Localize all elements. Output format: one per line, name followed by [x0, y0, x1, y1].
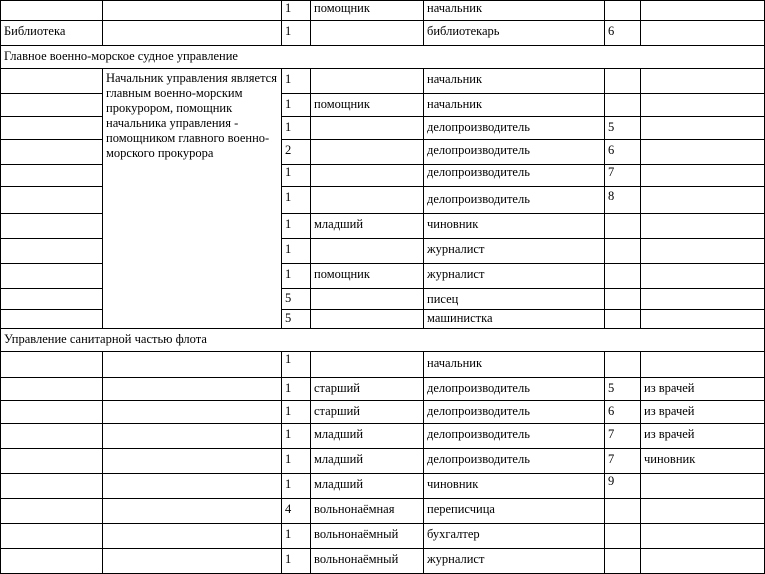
- quantity-cell: 1: [282, 165, 311, 187]
- quantity-cell: 1: [282, 264, 311, 289]
- position-cell: начальник: [424, 94, 605, 117]
- note-cell: [641, 187, 765, 214]
- class-cell: 5: [605, 378, 641, 401]
- position-cell: начальник: [424, 352, 605, 378]
- class-cell: 9: [605, 474, 641, 499]
- position-cell: журналист: [424, 549, 605, 574]
- class-cell: 8: [605, 187, 641, 214]
- note-cell: [641, 94, 765, 117]
- note-cell: из врачей: [641, 424, 765, 449]
- class-cell: [605, 94, 641, 117]
- rank-cell: [311, 187, 424, 214]
- rank-cell: [311, 165, 424, 187]
- position-cell: бухгалтер: [424, 524, 605, 549]
- quantity-cell: 4: [282, 499, 311, 524]
- quantity-cell: 1: [282, 21, 311, 46]
- note-cell: [641, 214, 765, 239]
- class-cell: 7: [605, 424, 641, 449]
- rank-cell: [311, 289, 424, 310]
- note-cell: [641, 549, 765, 574]
- rank-cell: [311, 310, 424, 329]
- quantity-cell: 1: [282, 187, 311, 214]
- note-cell: [641, 69, 765, 94]
- section-header-row: [1, 329, 765, 352]
- position-cell: начальник: [424, 69, 605, 94]
- section-remark: Начальник управления является главным военно-морским прокурором, помощник начальника управления - помощником главного военно-морского прокурора: [103, 69, 282, 329]
- rank-cell: старший: [311, 401, 424, 424]
- position-cell: делопроизводитель: [424, 165, 605, 187]
- class-cell: [605, 264, 641, 289]
- position-cell: журналист: [424, 264, 605, 289]
- note-cell: из врачей: [641, 401, 765, 424]
- rank-cell: [311, 117, 424, 140]
- unit-cell: [1, 1, 103, 21]
- rank-cell: младший: [311, 474, 424, 499]
- note-cell: [641, 474, 765, 499]
- note-cell: [641, 310, 765, 329]
- rank-cell: помощник: [311, 264, 424, 289]
- class-cell: [605, 214, 641, 239]
- class-cell: 6: [605, 401, 641, 424]
- quantity-cell: 1: [282, 94, 311, 117]
- note-cell: [641, 524, 765, 549]
- class-cell: [605, 1, 641, 21]
- class-cell: [605, 524, 641, 549]
- note-cell: [641, 140, 765, 165]
- rank-cell: помощник: [311, 94, 424, 117]
- quantity-cell: 1: [282, 378, 311, 401]
- position-cell: начальник: [424, 1, 605, 21]
- note-cell: [641, 239, 765, 264]
- table-row: [1, 474, 765, 499]
- position-cell: журналист: [424, 239, 605, 264]
- rank-cell: вольнонаёмный: [311, 524, 424, 549]
- note-cell: [641, 21, 765, 46]
- position-cell: машинистка: [424, 310, 605, 329]
- class-cell: 7: [605, 165, 641, 187]
- table-row: [1, 449, 765, 474]
- class-cell: [605, 289, 641, 310]
- rank-cell: младший: [311, 214, 424, 239]
- position-cell: делопроизводитель: [424, 449, 605, 474]
- position-cell: делопроизводитель: [424, 424, 605, 449]
- quantity-cell: 1: [282, 401, 311, 424]
- rank-cell: [311, 352, 424, 378]
- unit-cell: Библиотека: [1, 21, 103, 46]
- class-cell: [605, 549, 641, 574]
- class-cell: 5: [605, 117, 641, 140]
- class-cell: 6: [605, 140, 641, 165]
- section-title: Управление санитарной частью флота: [1, 329, 765, 352]
- table-row: [1, 424, 765, 449]
- rank-cell: [311, 69, 424, 94]
- position-cell: переписчица: [424, 499, 605, 524]
- position-cell: чиновник: [424, 474, 605, 499]
- class-cell: 7: [605, 449, 641, 474]
- position-cell: делопроизводитель: [424, 401, 605, 424]
- class-cell: [605, 239, 641, 264]
- rank-cell: [311, 140, 424, 165]
- position-cell: делопроизводитель: [424, 117, 605, 140]
- quantity-cell: 1: [282, 424, 311, 449]
- position-cell: писец: [424, 289, 605, 310]
- position-cell: библиотекарь: [424, 21, 605, 46]
- position-cell: делопроизводитель: [424, 187, 605, 214]
- class-cell: 6: [605, 21, 641, 46]
- quantity-cell: 1: [282, 1, 311, 21]
- remark-cell: [103, 21, 282, 46]
- table-row: [1, 21, 765, 46]
- table-row: [1, 1, 765, 21]
- note-cell: [641, 499, 765, 524]
- table-row: [1, 499, 765, 524]
- table-row: [1, 69, 765, 94]
- quantity-cell: 1: [282, 239, 311, 264]
- quantity-cell: 1: [282, 69, 311, 94]
- quantity-cell: 5: [282, 310, 311, 329]
- section-header-row: [1, 46, 765, 69]
- position-cell: делопроизводитель: [424, 378, 605, 401]
- table-row: [1, 549, 765, 574]
- note-cell: [641, 117, 765, 140]
- rank-cell: младший: [311, 424, 424, 449]
- note-cell: [641, 352, 765, 378]
- class-cell: [605, 352, 641, 378]
- quantity-cell: 1: [282, 449, 311, 474]
- remark-cell: [103, 1, 282, 21]
- section-title: Главное военно-морское судное управление: [1, 46, 765, 69]
- position-cell: чиновник: [424, 214, 605, 239]
- rank-cell: старший: [311, 378, 424, 401]
- table-row: [1, 401, 765, 424]
- quantity-cell: 1: [282, 117, 311, 140]
- rank-cell: помощник: [311, 1, 424, 21]
- quantity-cell: 2: [282, 140, 311, 165]
- quantity-cell: 1: [282, 549, 311, 574]
- rank-cell: младший: [311, 449, 424, 474]
- table-row: [1, 524, 765, 549]
- position-cell: делопроизводитель: [424, 140, 605, 165]
- rank-cell: вольнонаёмный: [311, 549, 424, 574]
- quantity-cell: 1: [282, 214, 311, 239]
- quantity-cell: 1: [282, 524, 311, 549]
- note-cell: [641, 1, 765, 21]
- rank-cell: [311, 239, 424, 264]
- table-row: [1, 352, 765, 378]
- note-cell: [641, 165, 765, 187]
- note-cell: чиновник: [641, 449, 765, 474]
- class-cell: [605, 499, 641, 524]
- table-row: [1, 378, 765, 401]
- class-cell: [605, 310, 641, 329]
- note-cell: [641, 289, 765, 310]
- quantity-cell: 1: [282, 352, 311, 378]
- rank-cell: [311, 21, 424, 46]
- class-cell: [605, 69, 641, 94]
- rank-cell: вольнонаёмная: [311, 499, 424, 524]
- quantity-cell: 1: [282, 474, 311, 499]
- note-cell: [641, 264, 765, 289]
- note-cell: из врачей: [641, 378, 765, 401]
- quantity-cell: 5: [282, 289, 311, 310]
